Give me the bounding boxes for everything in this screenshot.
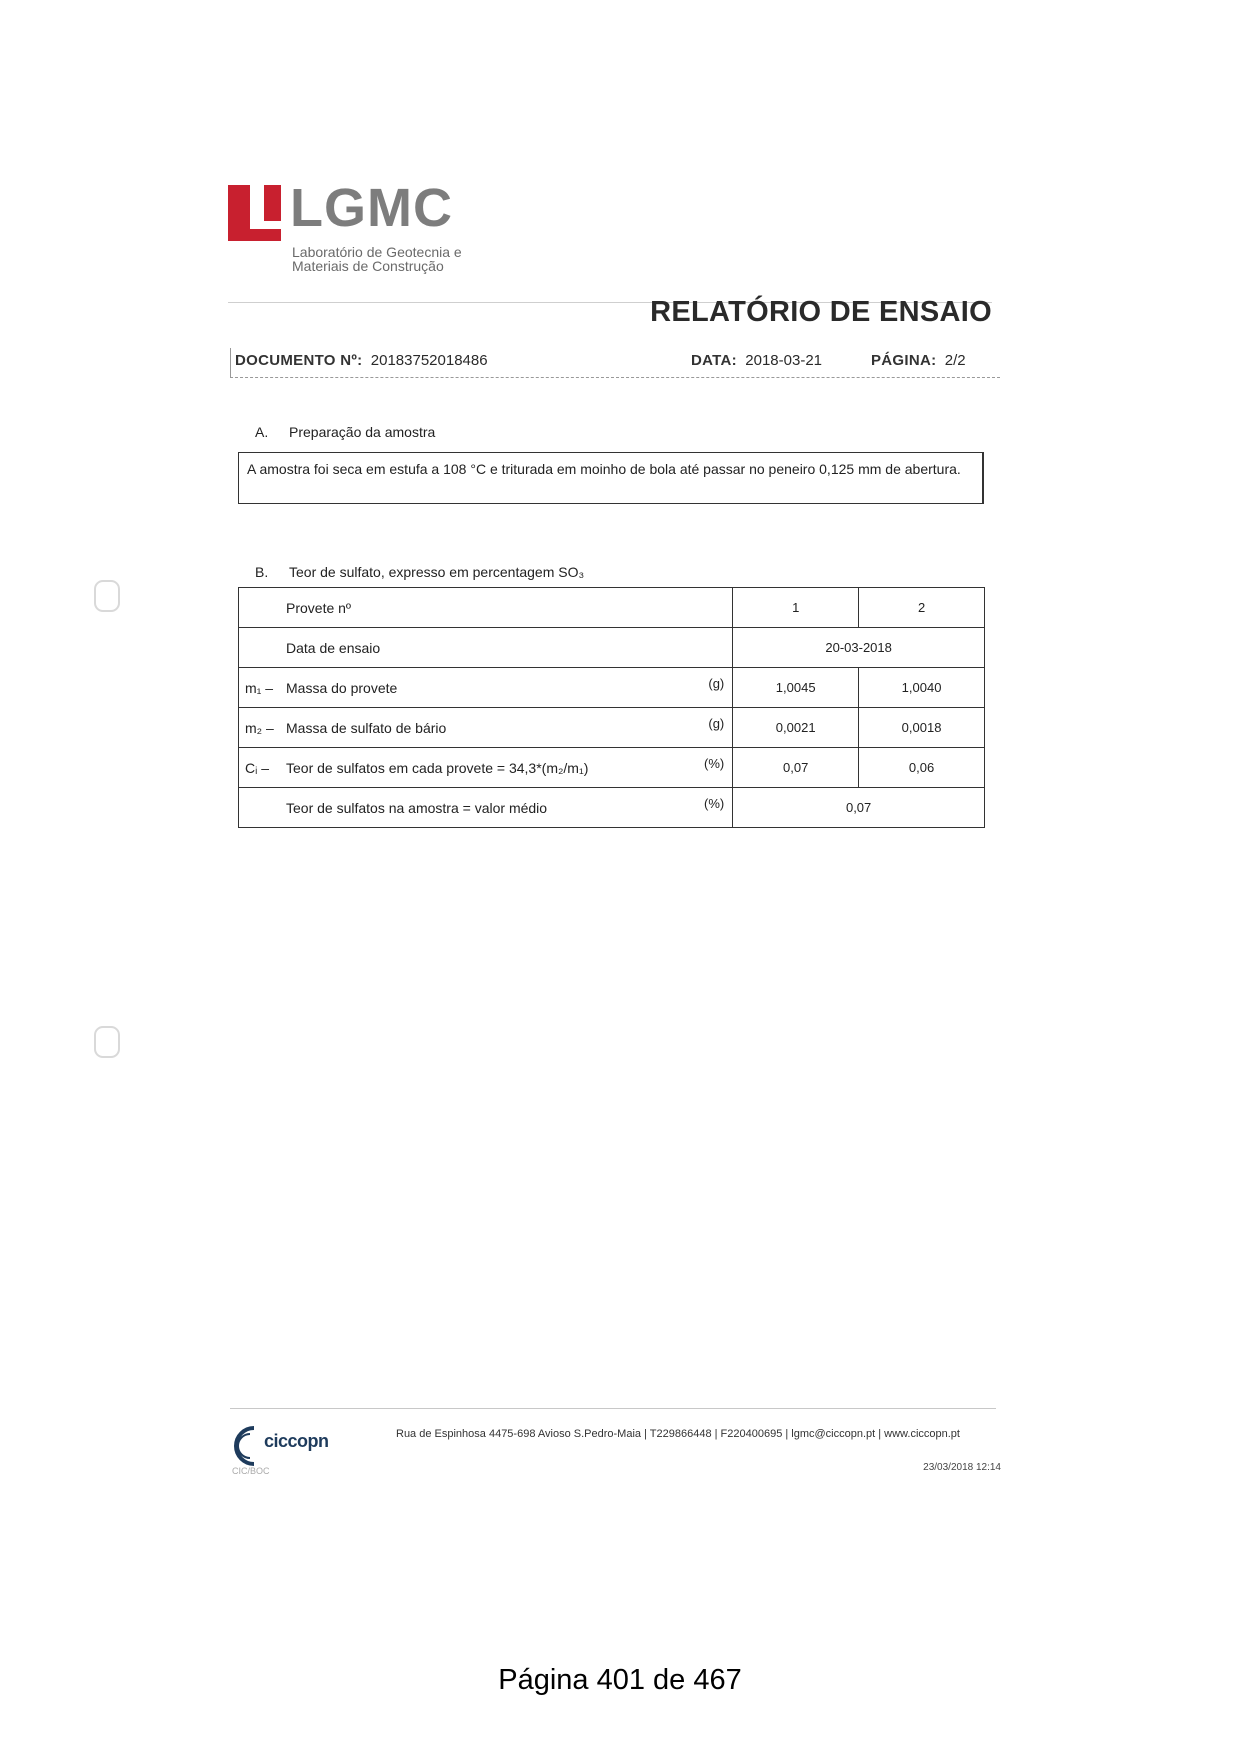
document-page: PÁGINA: 2/2 [871, 352, 966, 369]
footer-address: Rua de Espinhosa 4475-698 Avioso S.Pedro-Maia | T229866448 | F220400695 | lgmc@ciccopn.pt | www.ciccopn.pt [396, 1428, 960, 1440]
lgmc-logo [228, 178, 488, 278]
footer-divider [230, 1408, 996, 1409]
report-title: RELATÓRIO DE ENSAIO [650, 296, 992, 328]
table-row: Provete nº 1 2 [239, 588, 985, 628]
table-row: Teor de sulfatos na amostra = valor médio (%) 0,07 [239, 788, 985, 828]
table-row: Data de ensaio 20-03-2018 [239, 628, 985, 668]
table-row: m₁ – Massa do provete (g) 1,0045 1,0040 [239, 668, 985, 708]
section-b-heading: B. Teor de sulfato, expresso em percentagem SO₃ [255, 564, 585, 580]
punch-hole-mark-lower [94, 1026, 120, 1058]
ciccopn-brand-text: ciccopn [264, 1431, 329, 1451]
ciccopn-brand-subtext: CIC/BOC [232, 1466, 270, 1476]
page-counter: Página 401 de 467 [498, 1664, 742, 1696]
table-row: Cᵢ – Teor de sulfatos em cada provete = 34,3*(m₂/m₁) (%) 0,07 0,06 [239, 748, 985, 788]
average-sulfate-value: 0,07 [733, 788, 985, 828]
document-info-bar [230, 348, 1000, 378]
test-date-value: 20-03-2018 [733, 628, 985, 668]
document-date: DATA: 2018-03-21 [691, 352, 823, 369]
lgmc-logo-text: LGMC [290, 178, 453, 238]
footer-timestamp: 23/03/2018 12:14 [923, 1462, 1001, 1473]
document-number: DOCUMENTO Nº: 20183752018486 [235, 352, 488, 369]
sample-preparation-text: A amostra foi seca em estufa a 108 °C e triturada em moinho de bola até passar no peneiro 0,125 mm de abertura. [238, 452, 984, 504]
specimen-2-header: 2 [859, 588, 985, 628]
lgmc-logo-subtitle: Laboratório de Geotecnia e Materiais de Construção [292, 244, 462, 274]
specimen-1-header: 1 [733, 588, 859, 628]
section-a-heading: A. Preparação da amostra [255, 424, 436, 440]
punch-hole-mark-upper [94, 580, 120, 612]
table-row: m₂ – Massa de sulfato de bário (g) 0,0021 0,0018 [239, 708, 985, 748]
lgmc-logo-mark-icon [228, 185, 281, 241]
sulfate-results-table [238, 587, 985, 828]
